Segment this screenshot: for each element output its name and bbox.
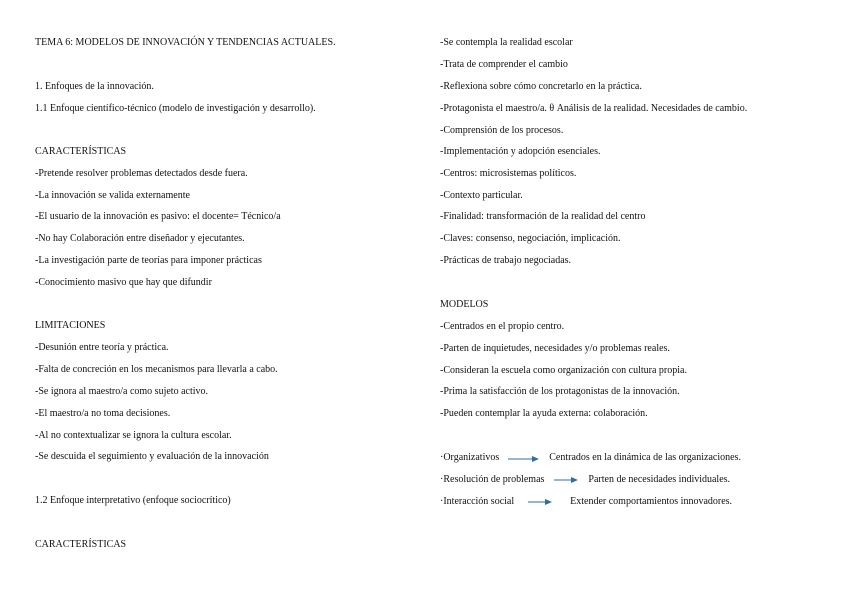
section-heading: 1. Enfoques de la innovación. — [35, 81, 154, 92]
arrow-row-target: Parten de necesidades individuales. — [588, 474, 731, 485]
list-item: -Se ignora al maestro/a como sujeto activo. — [35, 386, 209, 397]
list-item: -Prácticas de trabajo negociadas. — [440, 255, 572, 266]
arrow-right-icon — [554, 473, 578, 486]
list-item: -Conocimiento masivo que hay que difundir — [35, 277, 212, 288]
arrow-right-icon — [508, 451, 539, 464]
list-item: -Trata de comprender el cambio — [440, 59, 568, 70]
caracteristicas-heading: CARACTERÍSTICAS — [35, 539, 127, 550]
arrow-row — [440, 473, 730, 486]
list-item: -Parten de inquietudes, necesidades y/o problemas reales. — [440, 343, 670, 354]
arrow-row-target: Extender comportamientos innovadores. — [570, 496, 733, 507]
limitaciones-heading: LIMITACIONES — [35, 320, 106, 331]
list-item: -La innovación se valida externamente — [35, 190, 190, 201]
list-item: -Al no contextualizar se ignora la cultura escolar. — [35, 430, 232, 441]
list-item: -El maestro/a no toma decisiones. — [35, 408, 171, 419]
list-item: -Comprensión de los procesos. — [440, 125, 564, 136]
list-item: -No hay Colaboración entre diseñador y ejecutantes. — [35, 233, 245, 244]
list-item: -Se contempla la realidad escolar — [440, 37, 573, 48]
list-item: -Contexto particular. — [440, 190, 523, 201]
arrow-row-target: Centrados en la dinámica de las organizaciones. — [549, 452, 741, 463]
subsection-heading: 1.1 Enfoque científico-técnico (modelo de investigación y desarrollo). — [35, 103, 316, 114]
list-item: -Falta de concreción en los mecanismos para llevarla a cabo. — [35, 364, 278, 375]
list-item: -Centros: microsistemas políticos. — [440, 168, 577, 179]
list-item: -Consideran la escuela como organización con cultura propia. — [440, 365, 687, 376]
list-item: -Claves: consenso, negociación, implicación. — [440, 233, 621, 244]
subsection-heading: 1.2 Enfoque interpretativo (enfoque sociocrítico) — [35, 495, 231, 506]
arrow-row — [440, 495, 732, 508]
list-item: -Implementación y adopción esenciales. — [440, 146, 601, 157]
arrow-row-label: ·Resolución de problemas — [440, 474, 545, 485]
list-item: -Reflexiona sobre cómo concretarlo en la práctica. — [440, 81, 642, 92]
arrow-row-label: ·Interacción social — [440, 496, 515, 507]
list-item: -Pueden contemplar la ayuda externa: colaboración. — [440, 408, 648, 419]
modelos-heading: MODELOS — [440, 299, 489, 310]
list-item: -Desunión entre teoría y práctica. — [35, 342, 169, 353]
arrow-row-label: ·Organizativos — [440, 452, 500, 463]
list-item: -Se descuida el seguimiento y evaluación de la innovación — [35, 451, 269, 462]
arrow-right-icon — [528, 495, 552, 508]
caracteristicas-heading: CARACTERÍSTICAS — [35, 146, 127, 157]
list-item: -La investigación parte de teorías para imponer prácticas — [35, 255, 262, 266]
list-item: -Prima la satisfacción de los protagonistas de la innovación. — [440, 386, 680, 397]
list-item: -Pretende resolver problemas detectados desde fuera. — [35, 168, 248, 179]
list-item: -El usuario de la innovación es pasivo: el docente= Técnico/a — [35, 211, 281, 222]
document-title: TEMA 6: MODELOS DE INNOVACIÓN Y TENDENCIAS ACTUALES. — [35, 37, 336, 48]
list-item: -Finalidad: transformación de la realidad del centro — [440, 211, 646, 222]
list-item: -Protagonista el maestro/a. θ Análisis de la realidad. Necesidades de cambio. — [440, 103, 748, 114]
arrow-row — [440, 451, 741, 464]
list-item: -Centrados en el propio centro. — [440, 321, 565, 332]
